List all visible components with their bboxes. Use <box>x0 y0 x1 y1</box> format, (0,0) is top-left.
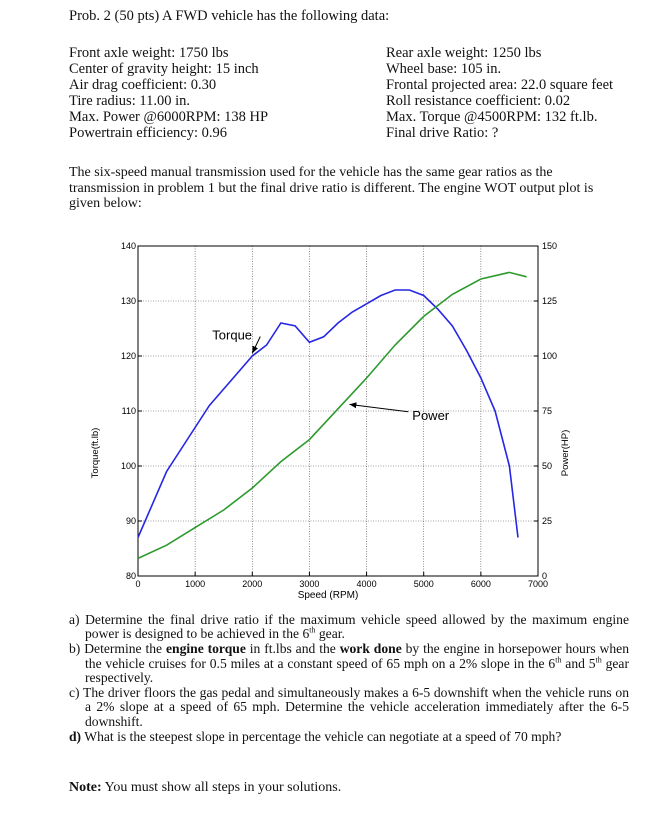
spec-max-torque: Max. Torque @4500RPM: 132 ft.lb. <box>386 109 598 125</box>
question-b-text-2: in ft.lbs and the <box>245 641 340 657</box>
y-left-tick-label: 130 <box>120 296 136 306</box>
x-tick-label: 6000 <box>470 579 491 589</box>
spec-front-axle-weight: Front axle weight: 1750 lbs <box>69 45 229 61</box>
spec-max-power: Max. Power @6000RPM: 138 HP <box>69 109 269 125</box>
y-right-tick-label: 100 <box>542 351 558 361</box>
y-left-tick-label: 100 <box>120 461 136 471</box>
spec-rear-axle-weight: Rear axle weight: 1250 lbs <box>386 45 542 61</box>
y-right-tick-label: 0 <box>542 571 548 581</box>
question-a <box>69 613 629 642</box>
question-list <box>69 613 629 745</box>
annotation-arrow-power <box>349 404 408 411</box>
vehicle-data-right <box>386 45 613 141</box>
x-tick-label: 4000 <box>356 579 377 589</box>
question-d-label: d) <box>69 728 82 744</box>
y-left-tick-label: 90 <box>125 516 136 526</box>
x-tick-label: 5000 <box>413 579 434 589</box>
y-right-tick-label: 25 <box>542 516 553 526</box>
y-axis-left-label: Torque(ft.lb) <box>90 427 101 479</box>
annotation-torque: Torque <box>212 327 253 343</box>
y-right-tick-label: 75 <box>542 406 553 416</box>
question-b-label: b) <box>69 641 81 657</box>
question-a-text: Determine the final drive ratio if the maximum vehicle speed allowed by the maximum engine power is designed to be achieved in the 6th gear. <box>85 612 629 642</box>
y-right-tick-label: 50 <box>542 461 553 471</box>
note <box>69 780 341 796</box>
x-axis-label: Speed (RPM) <box>297 590 359 601</box>
question-c <box>69 686 629 729</box>
annotation-power: Power <box>412 407 450 423</box>
spec-powertrain-efficiency: Powertrain efficiency: 0.96 <box>69 125 227 141</box>
y-left-tick-label: 110 <box>121 406 136 416</box>
spec-air-drag: Air drag coefficient: 0.30 <box>69 77 217 93</box>
y-axis-right-label: Power(HP) <box>560 429 571 477</box>
y-right-tick-label: 150 <box>542 241 558 251</box>
spec-wheel-base: Wheel base: 105 in. <box>386 61 502 77</box>
chart-ticks <box>121 241 557 589</box>
spec-cg-height: Center of gravity height: 15 inch <box>69 61 259 77</box>
problem-title: Prob. 2 (50 pts) A FWD vehicle has the following data: <box>69 8 390 24</box>
y-left-tick-label: 120 <box>120 351 136 361</box>
note-label: Note: <box>69 780 102 795</box>
question-b-text-3: by the engine in horsepower hours when the vehicle cruises for 0.5 miles at a constant speed of 65 mph on a 2% slope in the 6th and 5th gear respectively. <box>85 641 629 686</box>
power-series-line <box>138 272 527 558</box>
question-b <box>69 642 629 685</box>
chart-annotations <box>212 328 450 423</box>
y-left-tick-label: 80 <box>125 571 136 581</box>
question-c-text: The driver floors the gas pedal and simultaneously makes a 6-5 downshift when the vehicle runs on a 2% slope at a speed of 65 mph. Determine the vehicle acceleration immediately after the 6-5 downshift. <box>83 685 629 729</box>
x-tick-label: 1000 <box>185 579 206 589</box>
y-left-tick-label: 140 <box>120 241 136 251</box>
chart-series <box>138 272 527 558</box>
spec-tire-radius: Tire radius: 11.00 in. <box>69 93 190 109</box>
intro-paragraph: The six-speed manual transmission used for the vehicle has the same gear ratios as the transmission in problem 1 but the final drive ratio is different. The engine WOT output plot is given below: <box>69 165 594 211</box>
question-a-label: a) <box>69 612 80 627</box>
spec-roll-resistance: Roll resistance coefficient: 0.02 <box>386 93 571 109</box>
spec-final-drive: Final drive Ratio: ? <box>386 125 499 141</box>
wot-output-chart <box>80 238 580 608</box>
vehicle-data-left <box>69 45 268 141</box>
x-tick-label: 3000 <box>299 579 320 589</box>
question-c-label: c) <box>69 685 80 701</box>
x-tick-label: 2000 <box>242 579 263 589</box>
x-tick-label: 7000 <box>527 579 549 589</box>
question-d-text: What is the steepest slope in percentage the vehicle can negotiate at a speed of 70 mph? <box>84 728 562 744</box>
question-b-text-1: Determine the <box>84 641 166 657</box>
note-text: You must show all steps in your solutions. <box>101 780 342 795</box>
question-b-bold-work: work done <box>339 641 402 657</box>
x-tick-label: 0 <box>135 579 141 589</box>
question-b-bold-torque: engine torque <box>165 641 246 657</box>
y-right-tick-label: 125 <box>542 296 558 306</box>
question-d <box>69 730 629 744</box>
spec-frontal-area: Frontal projected area: 22.0 square feet <box>386 77 614 93</box>
